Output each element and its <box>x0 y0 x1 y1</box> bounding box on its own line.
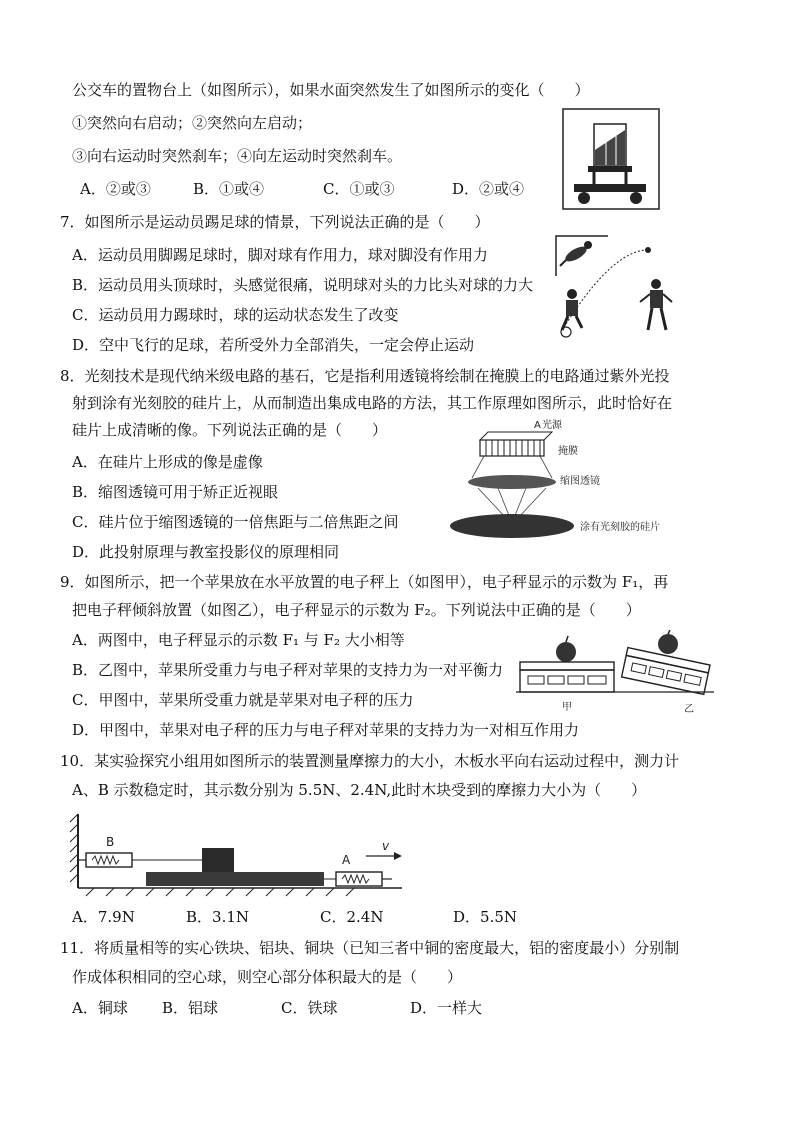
q10-label-v: v <box>382 839 390 853</box>
q10-label-a: A <box>342 853 351 867</box>
q6-stem-line1: 公交车的置物台上（如图所示），如果水面突然发生了如图所示的变化（ ） <box>72 81 590 99</box>
q6-option-a: A．②或③ <box>80 180 151 198</box>
q11-option-b: B．铝球 <box>162 999 219 1017</box>
q9-option-b: B．乙图中，苹果所受重力与电子秤对苹果的支持力为一对平衡力 <box>72 661 504 679</box>
q11-option-c: C．铁球 <box>281 999 338 1017</box>
q10-figure-apparatus <box>66 810 406 900</box>
q10-stem-line1: 10．某实验探究小组用如图所示的装置测量摩擦力的大小，木板水平向右运动过程中，测力计 <box>60 752 680 770</box>
q9-stem-line2: 把电子秤倾斜放置（如图乙），电子秤显示的示数为 F₂。下列说法中正确的是（ ） <box>72 601 641 619</box>
q10-option-d: D．5.5N <box>453 908 518 926</box>
q10-stem-line2: A、B 示数稳定时，其示数分别为 5.5N、2.4N,此时木块受到的摩擦力大小为（ ） <box>72 781 647 799</box>
q7-option-d: D．空中飞行的足球，若所受外力全部消失，一定会停止运动 <box>72 336 475 354</box>
q9-stem-line1: 9．如图所示，把一个苹果放在水平放置的电子秤上（如图甲），电子秤显示的示数为 F₁，再 <box>60 573 669 591</box>
q8-option-a: A．在硅片上形成的像是虚像 <box>72 453 263 471</box>
q9-option-a: A．两图中，电子秤显示的示数 F₁ 与 F₂ 大小相等 <box>72 631 405 649</box>
q8-stem-line2: 射到涂有光刻胶的硅片上，从而制造出集成电路的方法，其工作原理如图所示，此时恰好在 <box>72 394 673 412</box>
q10-option-b: B．3.1N <box>186 908 250 926</box>
q9-figure-scales <box>516 630 716 718</box>
q11-option-d: D．一样大 <box>410 999 483 1017</box>
q8-label-mask: 掩膜 <box>558 446 578 457</box>
q6-option-c: C．①或③ <box>323 180 395 198</box>
q10-option-a: A．7.9N <box>72 908 135 926</box>
q8-option-b: B．缩图透镜可用于矫正近视眼 <box>72 483 279 501</box>
q9-label-yi: 乙 <box>684 704 694 715</box>
q8-stem-line3: 硅片上成清晰的像。下列说法正确的是（ ） <box>72 421 388 439</box>
svg-text:A: A <box>534 420 541 431</box>
q8-label-lens: 缩图透镜 <box>560 476 600 487</box>
q6-option-d: D．②或④ <box>452 180 525 198</box>
q7-option-c: C．运动员用力踢球时，球的运动状态发生了改变 <box>72 306 399 324</box>
q6-stem-line2: ①突然向右启动；②突然向左启动； <box>72 114 313 132</box>
q10-label-b: B <box>106 835 115 849</box>
q8-label-light-source: 光源 <box>542 420 562 431</box>
q11-option-a: A．铜球 <box>72 999 128 1017</box>
q8-label-wafer: 涂有光刻胶的硅片 <box>580 522 660 533</box>
q9-option-d: D．甲图中，苹果对电子秤的压力与电子秤对苹果的支持力为一对相互作用力 <box>72 721 580 739</box>
q10-option-c: C．2.4N <box>320 908 384 926</box>
q6-stem-line3: ③向右运动时突然刹车；④向左运动时突然刹车。 <box>72 147 403 165</box>
q7-option-b: B．运动员用头顶球时，头感觉很痛，说明球对头的力比头对球的力大 <box>72 276 534 294</box>
q8-figure-photolithography <box>448 418 698 548</box>
q8-option-d: D．此投射原理与教室投影仪的原理相同 <box>72 543 340 561</box>
q6-option-b: B．①或④ <box>193 180 265 198</box>
q11-stem-line1: 11．将质量相等的实心铁块、铝块、铜块（已知三者中铜的密度最大，铝的密度最小）分别制 <box>60 939 680 957</box>
q7-stem: 7．如图所示是运动员踢足球的情景，下列说法正确的是（ ） <box>60 213 490 231</box>
q9-option-c: C．甲图中，苹果所受重力就是苹果对电子秤的压力 <box>72 691 414 709</box>
q8-option-c: C．硅片位于缩图透镜的一倍焦距与二倍焦距之间 <box>72 513 399 531</box>
q7-figure-soccer <box>552 232 692 344</box>
q6-figure-cart <box>562 108 660 210</box>
q8-stem-line1: 8．光刻技术是现代纳米级电路的基石，它是指利用透镜将绘制在掩膜上的电路通过紫外光投 <box>60 367 670 385</box>
q9-label-jia: 甲 <box>562 702 572 713</box>
q11-stem-line2: 作成体积相同的空心球，则空心部分体积最大的是（ ） <box>72 968 463 986</box>
q7-option-a: A．运动员用脚踢足球时，脚对球有作用力，球对脚没有作用力 <box>72 246 488 264</box>
